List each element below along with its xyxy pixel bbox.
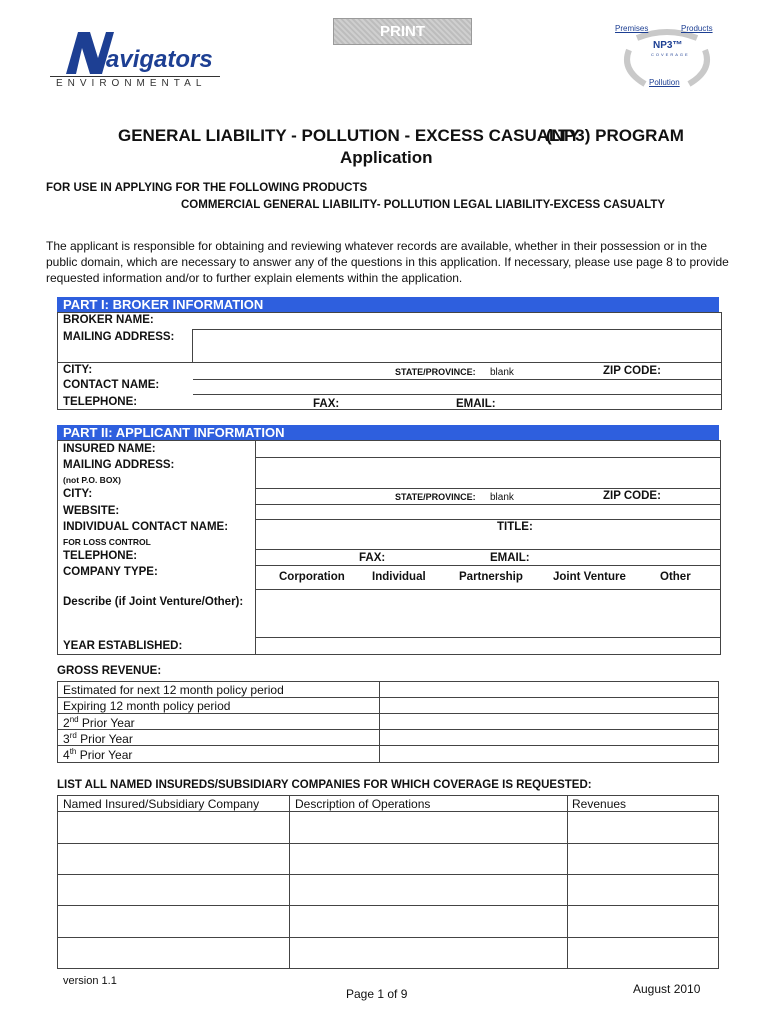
applicant-mailing-input[interactable]	[256, 458, 719, 487]
broker-state-select[interactable]: blank	[490, 367, 514, 378]
applicant-city-label: CITY:	[63, 488, 93, 500]
type-corporation[interactable]: Corporation	[279, 571, 345, 583]
revenue-row-2nd	[63, 715, 135, 730]
revenue-row-2nd-num: 2	[63, 716, 70, 730]
year-established-label: YEAR ESTABLISHED:	[63, 640, 183, 652]
print-button[interactable]: PRINT	[333, 18, 472, 45]
products-heading: FOR USE IN APPLYING FOR THE FOLLOWING PRODUCTS	[46, 182, 368, 194]
np3-pollution: Pollution	[649, 78, 680, 87]
revenue-row-2nd-sup: nd	[69, 715, 79, 724]
revenue-row-3rd-suffix: Prior Year	[76, 732, 133, 746]
type-other[interactable]: Other	[660, 571, 691, 583]
website-input[interactable]	[256, 505, 719, 518]
type-individual[interactable]: Individual	[372, 571, 426, 583]
broker-contact-label: CONTACT NAME:	[63, 379, 160, 391]
not-po-box-note: (not P.O. BOX)	[63, 475, 121, 485]
revenue-input-2nd[interactable]	[380, 714, 717, 728]
revenue-row-next: Estimated for next 12 month policy period	[63, 683, 284, 697]
part2-heading: PART II: APPLICANT INFORMATION	[57, 425, 719, 440]
website-label: WEBSITE:	[63, 505, 120, 517]
page-title: GENERAL LIABILITY - POLLUTION - EXCESS CASUALTY	[118, 126, 580, 145]
applicant-mailing-label: MAILING ADDRESS:	[63, 459, 175, 471]
describe-label: Describe (if Joint Venture/Other):	[63, 596, 244, 608]
intro-line-1: The applicant is responsible for obtaining and reviewing whatever records are available, whether in their possession or in the	[46, 239, 708, 253]
broker-email-label: EMAIL:	[456, 398, 496, 410]
col-revenues: Revenues	[572, 797, 627, 811]
applicant-city-input[interactable]	[256, 489, 388, 503]
logo-name: avigators	[106, 46, 213, 73]
revenue-row-3rd-num: 3	[63, 732, 70, 746]
broker-name-label: BROKER NAME:	[63, 314, 154, 326]
revenue-row-4th-sup: th	[69, 747, 77, 756]
year-established-input[interactable]	[256, 638, 719, 653]
col-named-insured: Named Insured/Subsidiary Company	[63, 797, 260, 811]
broker-telephone-label: TELEPHONE:	[63, 396, 138, 408]
named-insured-row-2[interactable]	[58, 844, 718, 873]
products-list: COMMERCIAL GENERAL LIABILITY- POLLUTION LEGAL LIABILITY-EXCESS CASUALTY	[181, 199, 666, 211]
named-insured-row-5[interactable]	[58, 938, 718, 967]
revenue-input-expiring[interactable]	[380, 698, 717, 712]
navigators-logo	[48, 28, 228, 90]
broker-city-input[interactable]	[193, 363, 388, 378]
applicant-email-label: EMAIL:	[490, 552, 530, 564]
revenue-row-4th	[63, 747, 132, 762]
broker-fax-label: FAX:	[313, 398, 340, 410]
named-insureds-heading: LIST ALL NAMED INSUREDS/SUBSIDIARY COMPANIES FOR WHICH COVERAGE IS REQUESTED:	[57, 779, 592, 791]
title-label: TITLE:	[497, 521, 533, 533]
named-insured-row-1[interactable]	[58, 812, 718, 842]
type-partnership[interactable]: Partnership	[459, 571, 523, 583]
describe-input[interactable]	[256, 590, 719, 636]
revenue-input-next[interactable]	[380, 682, 717, 696]
application-title: Application	[340, 148, 433, 167]
np3-mark: NP3™	[653, 40, 683, 51]
applicant-fax-label: FAX:	[359, 552, 386, 564]
named-insured-row-3[interactable]	[58, 875, 718, 904]
revenue-input-4th[interactable]	[380, 746, 717, 761]
applicant-state-label: STATE/PROVINCE:	[395, 492, 476, 502]
type-joint-venture[interactable]: Joint Venture	[553, 571, 626, 583]
broker-city-label: CITY:	[63, 364, 93, 376]
footer-page: Page 1 of 9	[346, 987, 408, 1001]
np3-logo	[605, 18, 730, 90]
revenue-row-3rd-sup: rd	[69, 731, 77, 740]
broker-zip-label: ZIP CODE:	[603, 365, 661, 377]
np3-tagline: COVERAGE	[651, 52, 690, 57]
revenue-row-4th-suffix: Prior Year	[76, 748, 133, 762]
broker-mailing-label: MAILING ADDRESS:	[63, 331, 175, 343]
revenue-row-3rd	[63, 731, 133, 746]
np3-premises: Premises	[615, 24, 649, 33]
broker-state-label: STATE/PROVINCE:	[395, 367, 476, 377]
revenue-row-2nd-suffix: Prior Year	[78, 716, 135, 730]
loss-control-note: FOR LOSS CONTROL	[63, 537, 151, 547]
logo-sub: ENVIRONMENTAL	[56, 78, 207, 89]
broker-name-input[interactable]	[193, 313, 720, 328]
col-description: Description of Operations	[295, 797, 431, 811]
insured-name-label: INSURED NAME:	[63, 443, 156, 455]
applicant-telephone-label: TELEPHONE:	[63, 550, 138, 562]
company-type-label: COMPANY TYPE:	[63, 566, 158, 578]
named-insured-row-4[interactable]	[58, 906, 718, 936]
applicant-state-select[interactable]: blank	[490, 492, 514, 503]
program-title: (NP3) PROGRAM	[546, 126, 684, 145]
np3-products: Products	[681, 24, 713, 33]
footer-version: version 1.1	[63, 975, 117, 987]
revenue-row-4th-num: 4	[63, 748, 70, 762]
intro-line-3: requested information and/or to further explain elements within the application.	[46, 271, 463, 285]
individual-contact-label: INDIVIDUAL CONTACT NAME:	[63, 521, 229, 533]
revenue-row-expiring: Expiring 12 month policy period	[63, 699, 231, 713]
revenue-input-3rd[interactable]	[380, 730, 717, 744]
logo-rule	[50, 76, 220, 77]
part1-heading: PART I: BROKER INFORMATION	[57, 297, 719, 312]
broker-mailing-input[interactable]	[193, 330, 720, 361]
intro-line-2: public domain, which are necessary to answer any of the questions in this application. If necessary, please use page 8 to provide	[46, 255, 729, 269]
applicant-zip-label: ZIP CODE:	[603, 490, 661, 502]
footer-date: August 2010	[633, 982, 701, 996]
insured-name-input[interactable]	[256, 441, 719, 456]
broker-contact-input[interactable]	[193, 380, 720, 393]
gross-revenue-heading: GROSS REVENUE:	[57, 665, 162, 677]
